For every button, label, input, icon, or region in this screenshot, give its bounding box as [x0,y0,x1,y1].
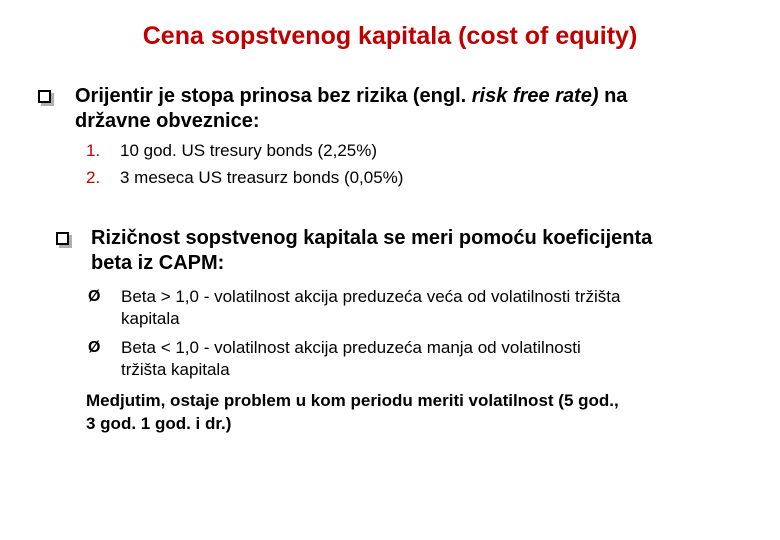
conclusion-paragraph [86,389,619,435]
bullet-item [121,337,581,381]
list-item [86,164,403,191]
arrow-bullet-icon: Ø [88,288,101,305]
section1-line1-end: na [598,85,628,107]
section1-line1-text: Orijentir je stopa prinosa bez rizika (engl. [75,85,472,107]
checkbox-bullet-icon [38,90,51,103]
section1-line2: državne obveznice: [75,110,260,132]
section1-line1-italic: risk free rate) [471,85,599,107]
list-item-text: 10 god. US tresury bonds (2,25%) [120,141,378,160]
bullet-item-line: tržišta kapitala [121,360,230,379]
section1-line1 [75,84,627,109]
numbered-list [86,137,403,191]
list-item [86,137,403,164]
section2-line1: Rizičnost sopstvenog kapitala se meri pomoću koeficijenta [91,227,653,249]
slide-title: Cena sopstvenog kapitala (cost of equity) [142,22,638,50]
bullet-item-line: Beta < 1,0 - volatilnost akcija preduzeća manja od volatilnosti [121,338,581,357]
checkbox-bullet-icon [56,232,69,245]
list-item-number: 2. [86,168,101,187]
list-item-number: 1. [86,141,101,160]
list-item-text: 3 meseca US treasurz bonds (0,05%) [120,168,404,187]
section2-paragraph [91,226,652,276]
bullet-item-line: kapitala [121,309,180,328]
section1-paragraph [75,84,627,134]
arrow-bullet-icon: Ø [88,339,101,356]
bullet-item [121,286,620,330]
section2-line2: beta iz CAPM: [91,252,225,274]
conclusion-line: 3 god. 1 god. i dr.) [86,414,232,433]
conclusion-line: Medjutim, ostaje problem u kom periodu meriti volatilnost (5 god., [86,391,619,410]
bullet-item-line: Beta > 1,0 - volatilnost akcija preduzeća veća od volatilnosti tržišta [121,287,621,306]
